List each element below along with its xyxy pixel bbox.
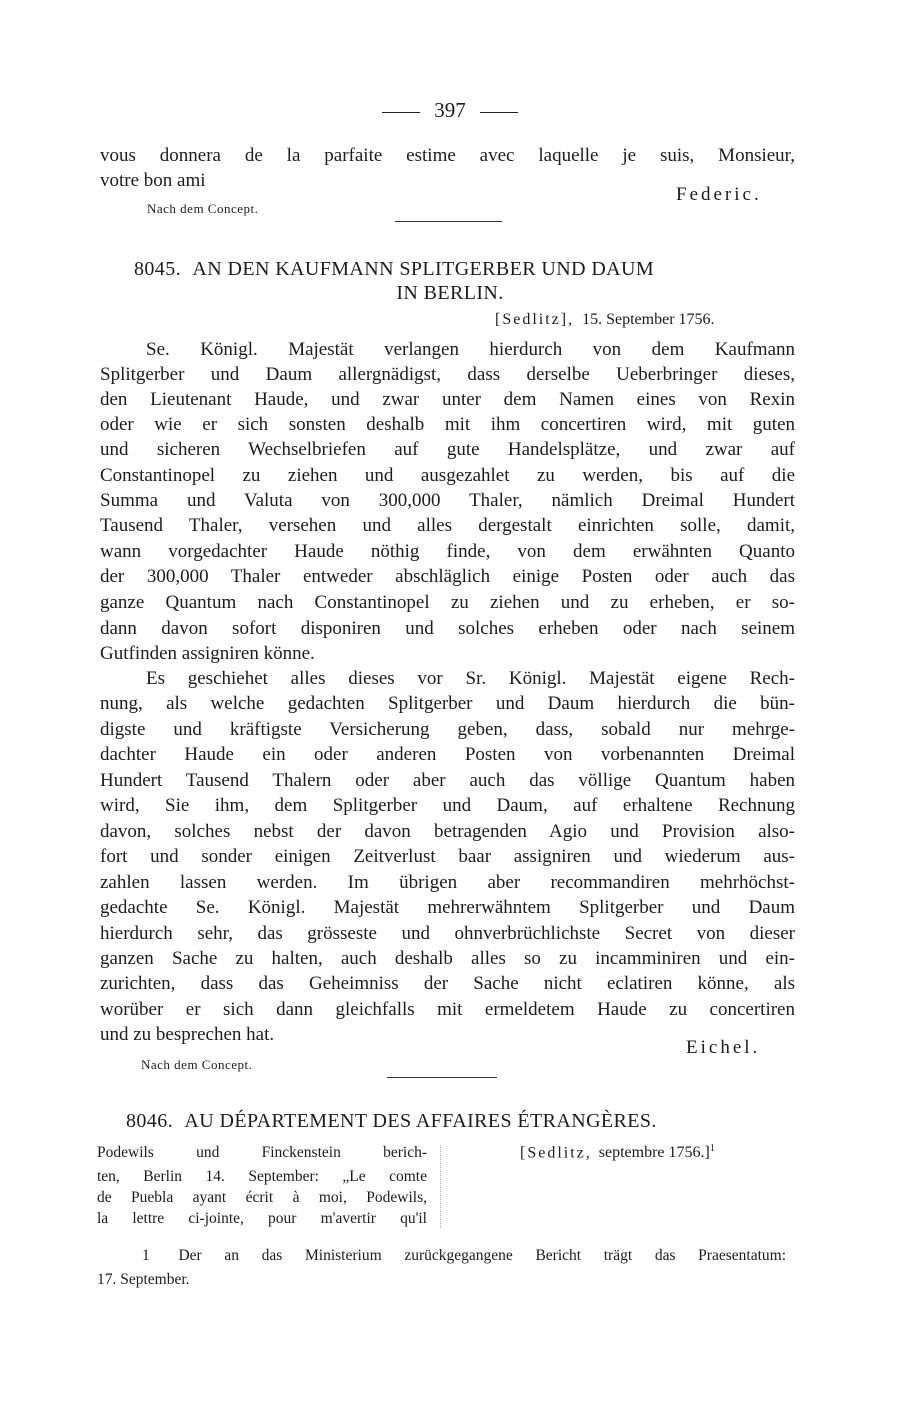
letter-8046-column-line [97, 1143, 427, 1164]
letter-8045-line: oder wie er sich sonsten deshalb mit ihm concertiren wird, mit guten [100, 414, 795, 435]
letter-8046-footnote-ref: 1 [709, 1143, 715, 1154]
letter-8045-line: fort und sonder einigen Zeitverlust baar assigniren und wiederum aus- [100, 846, 795, 867]
letter-8045-line: worüber er sich dann gleichfalls mit ermeldetem Haude zu concertiren [100, 999, 795, 1020]
letter-8046-dateline-date: septembre 1756.] [598, 1144, 710, 1162]
letter-8045-line: zurichten, dass das Geheimniss der Sache nicht eclatiren könne, als [100, 973, 795, 994]
letter-8045-line: wann vorgedachter Haude nöthig finde, von dem erwähnten Quanto [100, 541, 795, 562]
section-divider-2 [387, 1077, 497, 1078]
footnote-line-2: 17. September. [97, 1271, 190, 1288]
letter-8046-number: 8046. [126, 1110, 173, 1132]
letter-8045-dateline [495, 311, 715, 329]
letter-8045-line-text: Se. Königl. Majestät verlangen hierdurch von dem Kaufmann [146, 339, 795, 360]
letter-8045-line: den Lieutenant Haude, und zwar unter dem Namen eines von Rexin [100, 389, 795, 410]
letter-8046-column-line: ten, Berlin 14. September: „Le comte [97, 1168, 427, 1185]
letter-8045-line: gedachte Se. Königl. Majestät mehrerwähntem Splitgerber und Daum [100, 897, 795, 918]
letter-8045-line: Hundert Tausend Thalern oder aber auch das völlige Quantum haben [100, 770, 795, 791]
page-number-dash-right [480, 112, 518, 113]
letter-8045-line: dann davon sofort disponiren und solches erheben oder nach seinem [100, 618, 795, 639]
letter-8045-line: zahlen lassen werden. Im übrigen aber recommandiren mehrhöchst- [100, 872, 795, 893]
letter-8045-line: davon, solches nebst der davon betragenden Agio und Provision also- [100, 821, 795, 842]
letter-8045-title: AN DEN KAUFMANN SPLITGERBER UND DAUM [192, 258, 655, 280]
letter-8046-heading [126, 1110, 657, 1133]
letter-8045-source-note: Nach dem Concept. [141, 1057, 253, 1072]
letter-8045-line: Es geschiehet alles dieses vor Sr. Königl. Majestät eigene Rech- [146, 668, 795, 689]
footnote-marker: 1 [142, 1247, 150, 1264]
letter-8045-line: ganzen Sache zu halten, auch deshalb alles so zu incamminiren und ein- [100, 948, 795, 969]
letter-8046-column-text: Podewils und Finckenstein berich- [97, 1144, 427, 1161]
opening-line-2: votre bon ami [100, 170, 206, 191]
footnote-line-1 [142, 1245, 786, 1266]
page-number [0, 98, 900, 123]
section-divider-1 [395, 221, 502, 222]
letter-8045-line: Summa und Valuta von 300,000 Thaler, nämlich Dreimal Hundert [100, 490, 795, 511]
letter-8045-line: der 300,000 Thaler entweder abschläglich einige Posten oder auch das [100, 566, 795, 587]
letter-8045-line [100, 337, 795, 362]
letter-8045-line: digste und kräftigste Versicherung geben, dass, sobald nur mehrge- [100, 719, 795, 740]
letter-8045-line: nung, als welche gedachten Splitgerber und Daum hierdurch die bün- [100, 693, 795, 714]
letter-8045-heading [134, 258, 654, 281]
letter-8046-dateline-place: [Sedlitz, [520, 1144, 592, 1162]
letter-8045-line: Tausend Thaler, versehen und alles dergestalt einrichten solle, damit, [100, 515, 795, 536]
letter-8046-dateline [520, 1143, 715, 1162]
column-divider [440, 1145, 441, 1228]
letter-8046-title: AU DÉPARTEMENT DES AFFAIRES ÉTRANGÈRES. [184, 1110, 657, 1132]
letter-8045-line: wird, Sie ihm, dem Splitgerber und Daum, auf erhaltene Rechnung [100, 795, 795, 816]
opening-signature: Federic. [676, 184, 762, 205]
letter-8045-dateline-place: [Sedlitz], [495, 311, 575, 328]
letter-8045-line: Splitgerber und Daum allergnädigst, dass derselbe Ueberbringer dieses, [100, 364, 795, 385]
letter-8045-heading-line2: IN BERLIN. [396, 282, 504, 304]
letter-8045-line: und zu besprechen hat. [100, 1024, 275, 1045]
letter-8045-number: 8045. [134, 258, 181, 280]
page-number-text: 397 [434, 98, 466, 122]
letter-8046-column-line: de Puebla ayant écrit à moi, Podewils, [97, 1189, 427, 1206]
footnote-text: Der an das Ministerium zurückgegangene Bericht trägt das Praesentatum: [178, 1247, 786, 1264]
opening-source-note: Nach dem Concept. [147, 201, 259, 216]
letter-8045-line: hierdurch sehr, das grösseste und ohnverbrüchlichste Secret von dieser [100, 923, 795, 944]
opening-line-1: vous donnera de la parfaite estime avec laquelle je suis, Monsieur, [100, 145, 795, 166]
letter-8045-line: Gutfinden assigniren könne. [100, 643, 315, 664]
letter-8045-line: ganze Quantum nach Constantinopel zu ziehen und zu erheben, er so- [100, 592, 795, 613]
letter-8045-dateline-date: 15. September 1756. [582, 311, 715, 328]
page-number-dash-left [382, 112, 420, 113]
letter-8045-signature: Eichel. [686, 1037, 761, 1058]
letter-8045-line: und sicheren Wechselbriefen auf gute Handelsplätze, und zwar auf [100, 439, 795, 460]
letter-8046-column-line: la lettre ci-jointe, pour m'avertir qu'il [97, 1210, 427, 1227]
letter-8045-line: Constantinopel zu ziehen und ausgezahlet zu werden, bis auf die [100, 465, 795, 486]
letter-8045-line: dachter Haude ein oder anderen Posten von vorbenannten Dreimal [100, 744, 795, 765]
